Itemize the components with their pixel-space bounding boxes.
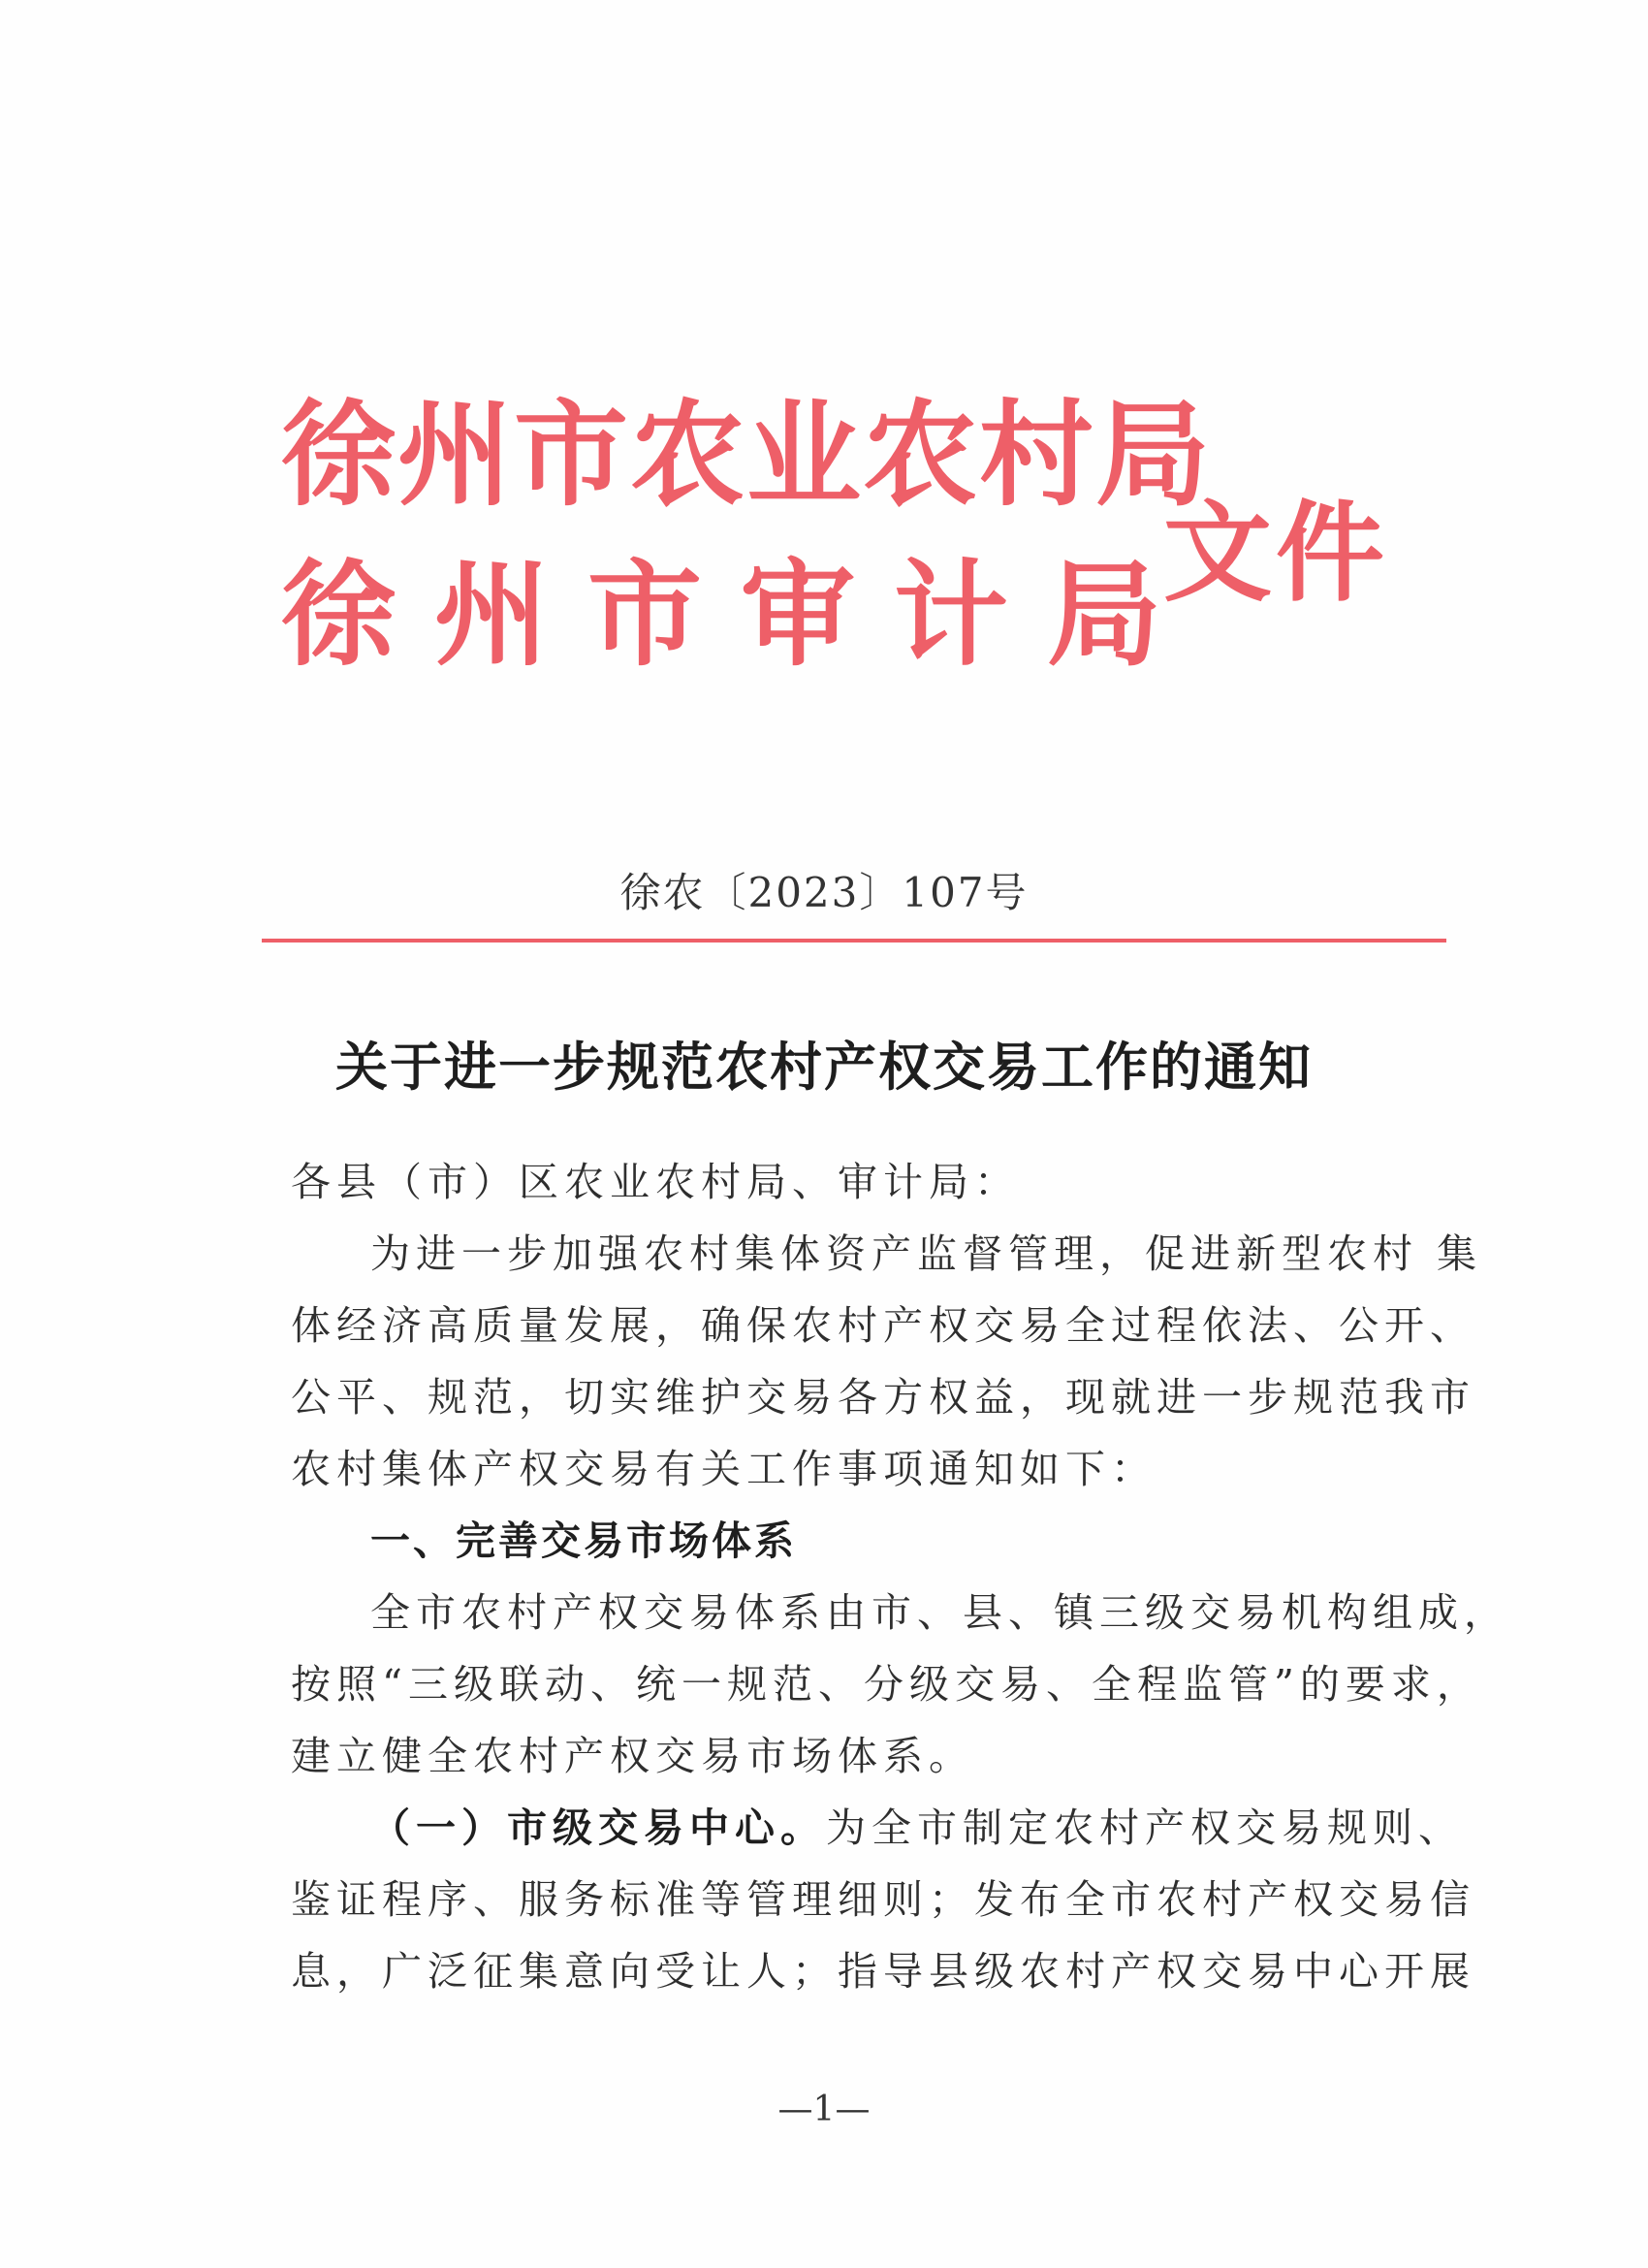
item-text: 为全市制定农村产权交易规则、 (826, 1805, 1464, 1851)
document-number: 徐农〔2023〕107号 (619, 869, 1029, 916)
paragraph-line: 为进一步加强农村集体资产监督管理，促进新型农村 集 (370, 1230, 1483, 1277)
paragraph-line: 息，广泛征集意向受让人；指导县级农村产权交易中心开展 (291, 1948, 1475, 1995)
salutation: 各县（市）区农业农村局、审计局： (291, 1159, 1020, 1205)
document-type-word: 文件 (1163, 490, 1388, 617)
section-heading: 一、完善交易市场体系 (370, 1517, 797, 1564)
document-title: 关于进一步规范农村产权交易工作的通知 (335, 1036, 1313, 1098)
paragraph-line: 公平、规范，切实维护交易各方权益，现就进一步规范我市 (291, 1374, 1475, 1421)
paragraph-line: 建立健全农村产权交易市场体系。 (291, 1733, 974, 1779)
document-body (291, 1150, 1509, 2023)
issuer-name-audit-bureau: 徐州市审计局 (281, 547, 1201, 682)
issuer-name-agriculture-bureau: 徐州市农业农村局 (281, 387, 1213, 522)
paragraph-line: 鉴证程序、服务标准等管理细则；发布全市农村产权交易信 (291, 1876, 1475, 1923)
paragraph-line: 农村集体产权交易有关工作事项通知如下： (291, 1446, 1157, 1492)
masthead (281, 387, 1444, 708)
paragraph-line: 体经济高质量发展，确保农村产权交易全过程依法、公开、 (291, 1302, 1475, 1349)
paragraph-line (370, 1796, 1464, 1853)
page-number: —1— (777, 2090, 871, 2129)
red-divider-line (262, 939, 1446, 942)
item-lead: （一）市级交易中心。 (370, 1805, 826, 1851)
paragraph-line: 全市农村产权交易体系由市、县、镇三级交易机构组成， (370, 1589, 1509, 1636)
paragraph-line: 按照“三级联动、统一规范、分级交易、全程监管”的要求， (291, 1661, 1482, 1708)
